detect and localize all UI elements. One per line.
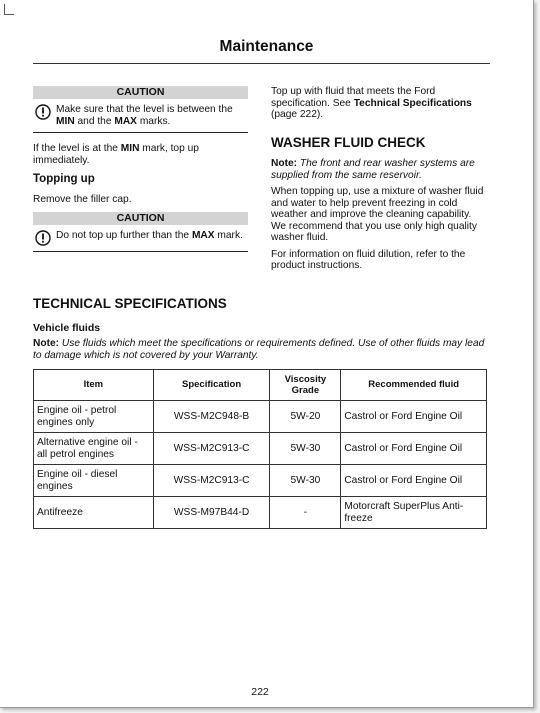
top-up-paragraph: Top up with fluid that meets the Ford specification. See Technical Specifications (page 222).	[271, 86, 472, 120]
column-header-specification: Specification	[153, 370, 270, 401]
cell-specification: WSS-M2C913-C	[153, 433, 270, 465]
cell-viscosity: 5W-30	[270, 465, 341, 497]
cell-recommended-fluid: Castrol or Ford Engine Oil	[341, 465, 487, 497]
page-title: Maintenance	[219, 38, 314, 55]
washer-mixture-paragraph: When topping up, use a mixture of washer fluid and water to help prevent freezing in cold weather and improve the cleaning capability. We recommend that you use only high quality washer fluid.	[271, 186, 484, 243]
caution-box-level	[33, 86, 248, 133]
column-header-viscosity: Viscosity Grade	[270, 370, 341, 401]
cell-recommended-fluid: Castrol or Ford Engine Oil	[341, 433, 487, 465]
caution-title: CAUTION	[33, 86, 248, 99]
cell-recommended-fluid: Castrol or Ford Engine Oil	[341, 401, 487, 433]
table-row	[34, 465, 487, 497]
caution-text: Make sure that the level is between the MIN and the MAX marks.	[56, 104, 233, 127]
header-divider	[33, 63, 490, 64]
cell-item: Alternative engine oil - all petrol engines	[34, 433, 154, 465]
washer-fluid-heading: WASHER FLUID CHECK	[271, 134, 426, 150]
table-row	[34, 433, 487, 465]
fluid-dilution-paragraph: For information on fluid dilution, refer to the product instructions.	[271, 248, 466, 271]
cell-specification: WSS-M2C948-B	[153, 401, 270, 433]
table-row	[34, 401, 487, 433]
page-number: 222	[251, 686, 269, 698]
min-level-paragraph: If the level is at the MIN mark, top up immediately.	[33, 143, 199, 166]
cell-specification: WSS-M2C913-C	[153, 465, 270, 497]
exclamation-icon	[35, 104, 51, 120]
page-corner-marker	[4, 4, 14, 15]
cell-item: Engine oil - diesel engines	[34, 465, 154, 497]
vehicle-fluids-heading: Vehicle fluids	[33, 322, 101, 334]
table-header-row	[34, 370, 487, 401]
cell-viscosity: 5W-20	[270, 401, 341, 433]
caution-box-topup	[33, 212, 248, 252]
washer-note: Note: The front and rear washer systems are supplied from the same reservoir.	[271, 158, 475, 181]
caution-body	[33, 99, 248, 133]
caution-body	[33, 225, 248, 252]
cell-item: Engine oil - petrol engines only	[34, 401, 154, 433]
caution-text: Do not top up further than the MAX mark.	[56, 230, 243, 241]
exclamation-icon	[35, 230, 51, 246]
right-column	[271, 86, 489, 272]
cell-viscosity: 5W-30	[270, 433, 341, 465]
table-row	[34, 497, 487, 529]
left-column	[33, 86, 248, 252]
column-header-recommended-fluid: Recommended fluid	[341, 370, 487, 401]
cell-recommended-fluid: Motorcraft SuperPlus Anti-freeze	[341, 497, 487, 529]
technical-specifications-link[interactable]: Technical Specifications	[353, 97, 472, 109]
cell-item: Antifreeze	[34, 497, 154, 529]
remove-cap-text: Remove the filler cap.	[33, 193, 132, 205]
column-header-item: Item	[34, 370, 154, 401]
cell-viscosity: -	[270, 497, 341, 529]
caution-title: CAUTION	[33, 212, 248, 225]
cell-specification: WSS-M97B44-D	[153, 497, 270, 529]
technical-specifications-heading: TECHNICAL SPECIFICATIONS	[33, 296, 227, 311]
vehicle-fluids-table	[33, 369, 487, 529]
topping-up-heading: Topping up	[33, 173, 95, 185]
vehicle-fluids-note: Note: Use fluids which meet the specifications or requirements defined. Use of other fluids may lead to damage which is not covered by your Warranty.	[33, 338, 485, 361]
